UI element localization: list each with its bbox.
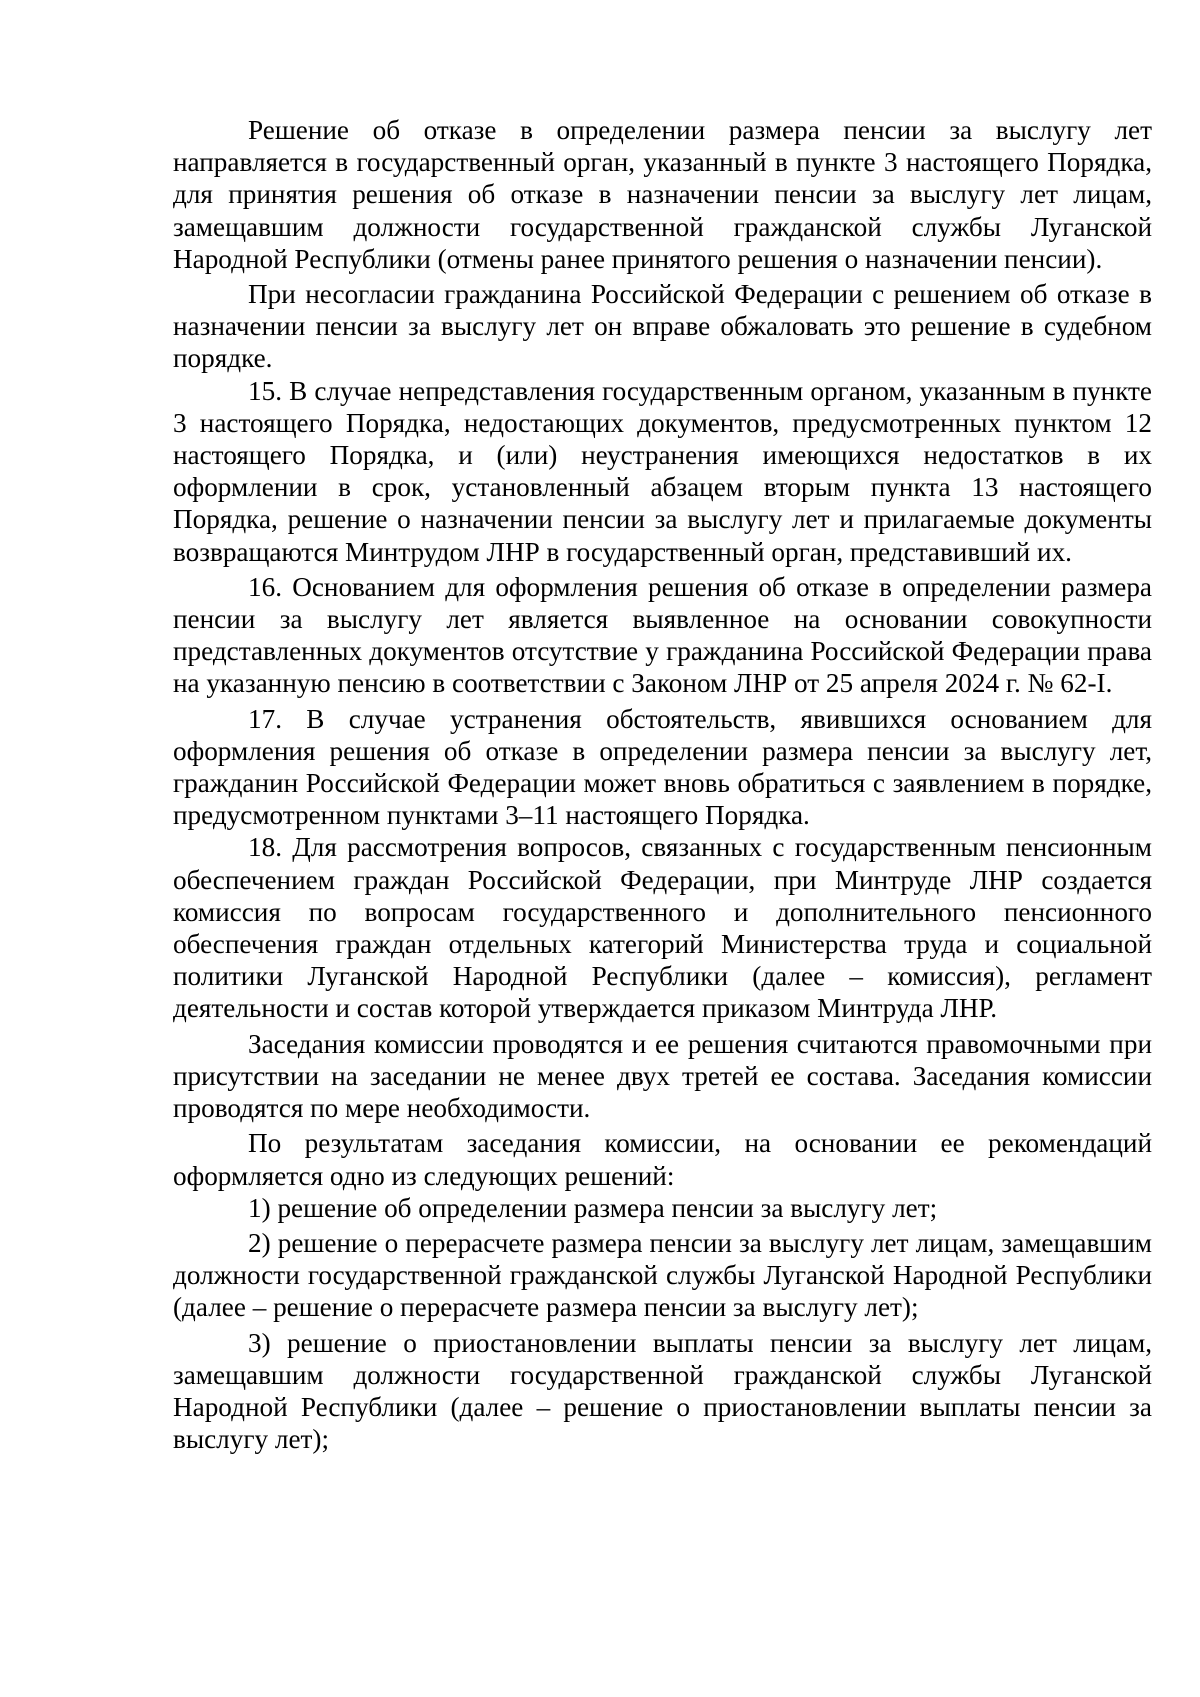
paragraph-appeal: При несогласии гражданина Российской Федерации с решением об отказе в назначении пенсии за выслугу лет он вправе обжаловать это решение в судебном порядке. — [173, 279, 1152, 374]
paragraph-item-17: 17. В случае устранения обстоятельств, явившихся основанием для оформления решения об отказе в определении размера пенсии за выслугу лет, гражданин Российской Федерации может вновь обратиться с заявлением в порядке, предусмотренном пунктами 3–11 настоящего Порядка. — [173, 703, 1152, 831]
paragraph-commission-meetings: Заседания комиссии проводятся и ее решения считаются правомочными при присутствии на заседании не менее двух третей ее состава. Заседания комиссии проводятся по мере необходимости. — [173, 1028, 1152, 1124]
paragraph-commission-results: По результатам заседания комиссии, на основании ее рекомендаций оформляется одно из следующих решений: — [173, 1128, 1152, 1191]
list-item-decision-3: 3) решение о приостановлении выплаты пенсии за выслугу лет лицам, замещавшим должности государственной гражданской службы Луганской Народной Республики (далее – решение о приостановлении выплаты пенсии за выслугу лет); — [173, 1327, 1152, 1455]
paragraph-item-18: 18. Для рассмотрения вопросов, связанных с государственным пенсионным обеспечением граждан Российской Федерации, при Минтруде ЛНР создается комиссия по вопросам государственного и дополнительного пенсионного обеспечения граждан отдельных категорий Министерства труда и социальной политики Луганской Народной Республики (далее – комиссия), регламент деятельности и состав которой утверждается приказом Минтруда ЛНР. — [173, 832, 1152, 1024]
paragraph-refusal-decision: Решение об отказе в определении размера пенсии за выслугу лет направляется в государственный орган, указанный в пункте 3 настоящего Порядка, для принятия решения об отказе в назначении пенсии за выслугу лет лицам, замещавшим должности государственной гражданской службы Луганской Народной Республики (отмены ранее принятого решения о назначении пенсии). — [173, 115, 1152, 274]
paragraph-item-16: 16. Основанием для оформления решения об отказе в определении размера пенсии за выслугу лет является выявленное на основании совокупности представленных документов отсутствие у гражданина Российской Федерации права на указанную пенсию в соответствии с Законом ЛНР от 25 апреля 2024 г. № 62-I. — [173, 571, 1152, 699]
document-body — [173, 114, 1152, 1455]
list-item-decision-2: 2) решение о перерасчете размера пенсии за выслугу лет лицам, замещавшим должности государственной гражданской службы Луганской Народной Республики (далее – решение о перерасчете размера пенсии за выслугу лет); — [173, 1227, 1152, 1323]
list-item-decision-1: 1) решение об определении размера пенсии за выслугу лет; — [248, 1192, 938, 1223]
paragraph-item-15: 15. В случае непредставления государственным органом, указанным в пункте 3 настоящего Порядка, недостающих документов, предусмотренных пунктом 12 настоящего Порядка, и (или) неустранения имеющихся недостатков в их оформлении в срок, установленный абзацем вторым пункта 13 настоящего Порядка, решение о назначении пенсии за выслугу лет и прилагаемые документы возвращаются Минтрудом ЛНР в государственный орган, представивший их. — [173, 375, 1152, 567]
